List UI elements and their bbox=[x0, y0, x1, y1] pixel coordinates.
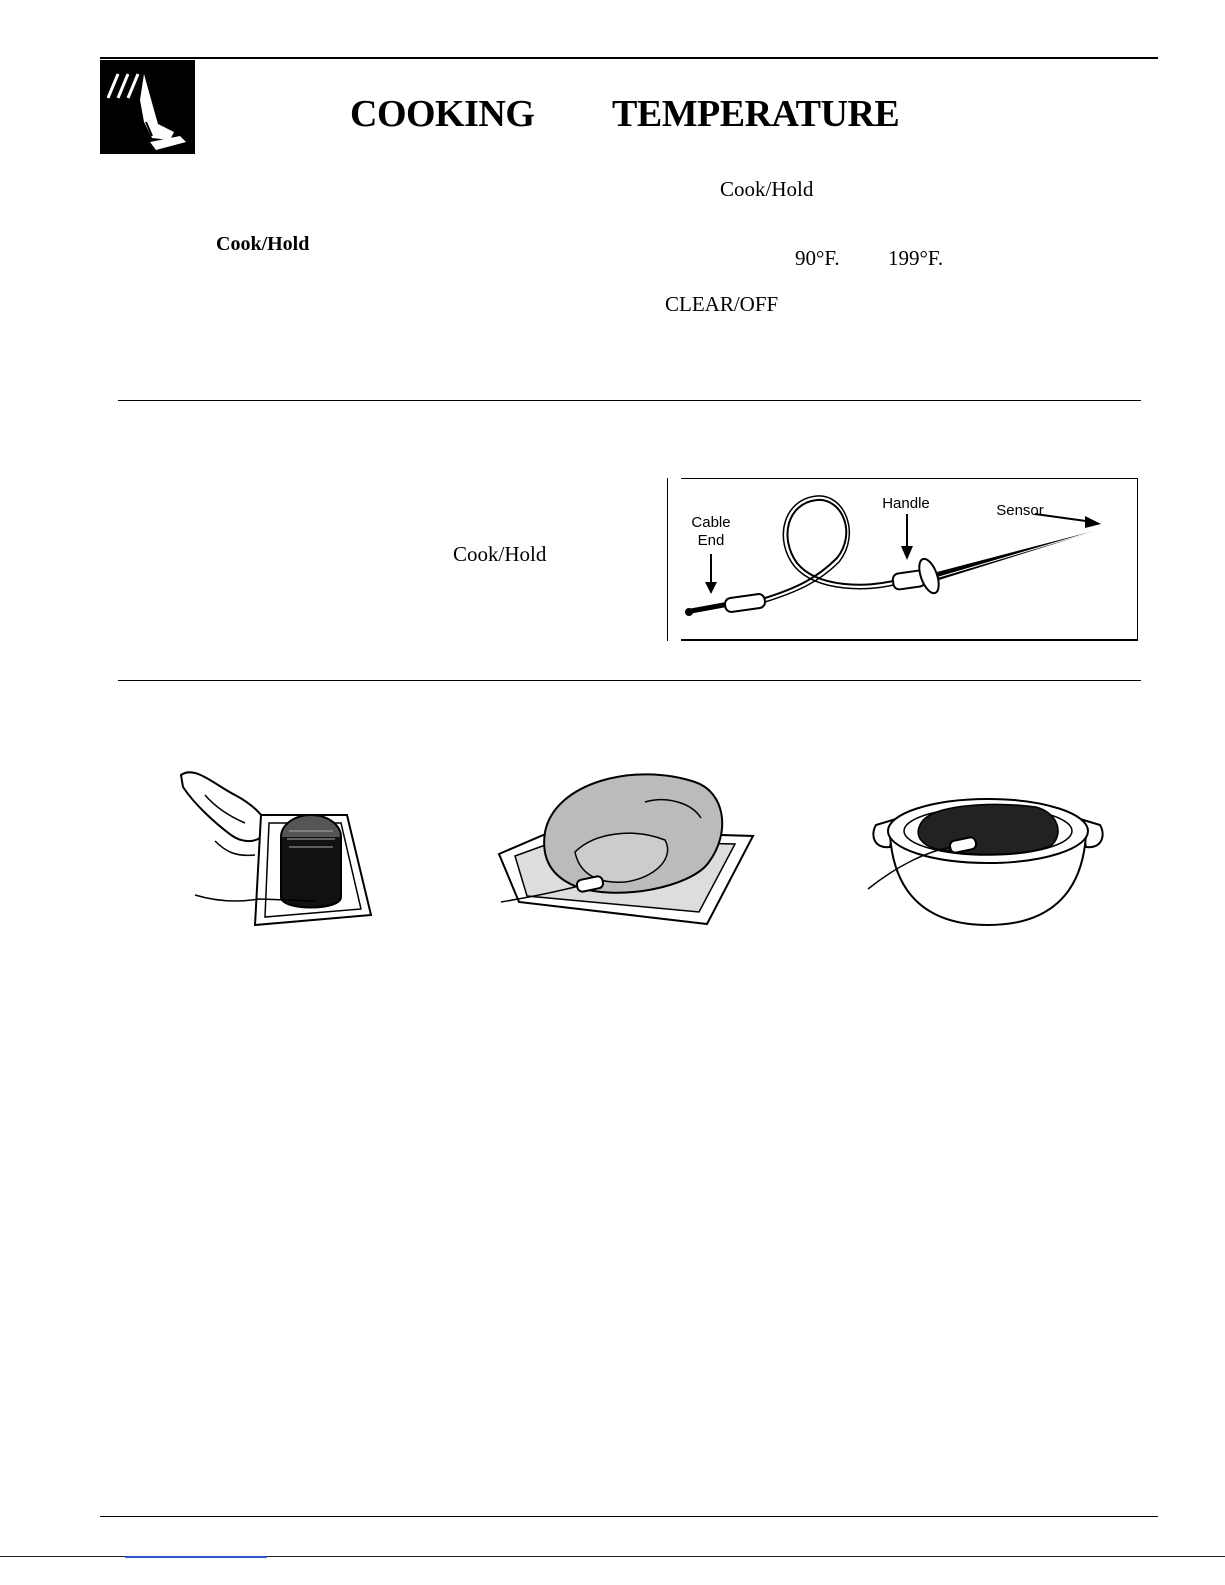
term-cook-hold-probe: Cook/Hold bbox=[453, 542, 547, 566]
casserole-illustration bbox=[868, 785, 1108, 935]
label-handle: Handle bbox=[882, 495, 930, 512]
label-sensor: Sensor bbox=[996, 502, 1044, 519]
section-divider-2 bbox=[118, 680, 1141, 681]
term-cook-hold: Cook/Hold bbox=[720, 177, 814, 201]
term-temp-low: 90°F. bbox=[795, 246, 840, 270]
header-top-rule bbox=[100, 57, 1158, 59]
page-title-word-2: TEMPERATURE bbox=[612, 93, 900, 135]
label-cable-end bbox=[686, 514, 736, 550]
roast-illustration bbox=[175, 765, 375, 935]
bottom-edge-highlight bbox=[125, 1556, 267, 1558]
section-divider-1 bbox=[118, 400, 1141, 401]
term-cook-hold-bold: Cook/Hold bbox=[216, 233, 310, 255]
page-title-word-1: COOKING bbox=[350, 93, 535, 135]
chicken-illustration bbox=[495, 762, 765, 932]
term-temp-high: 199°F. bbox=[888, 246, 944, 270]
label-cable-end-text: Cable End bbox=[691, 514, 731, 549]
footer-rule bbox=[100, 1516, 1158, 1517]
term-clear-off: CLEAR/OFF bbox=[665, 292, 779, 316]
header-icon-box bbox=[100, 60, 195, 154]
hand-pressing-button-icon bbox=[100, 60, 195, 154]
